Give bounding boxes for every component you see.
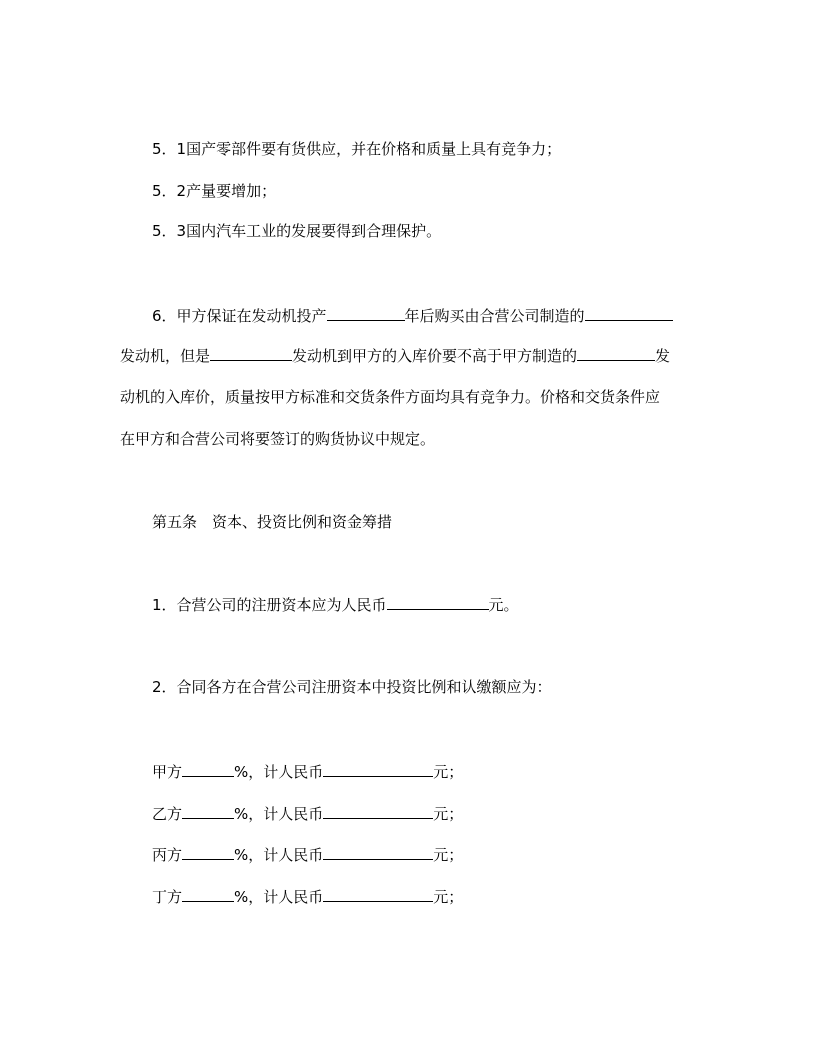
clause-6-line-4: 在甲方和合营公司将要签订的购货协议中规定。: [120, 430, 436, 448]
blank-registered-capital[interactable]: [387, 594, 489, 610]
party-name: 乙方: [152, 805, 183, 823]
blank-engine-type-3[interactable]: [577, 345, 655, 361]
clause-1-text: 1．合营公司的注册资本应为人民币: [152, 596, 387, 614]
clause-6-text: 发动机到甲方的入库价要不高于甲方制造的: [292, 347, 578, 365]
party-unit: 元；: [433, 805, 464, 823]
party-row-c: [152, 844, 463, 865]
blank-years[interactable]: [327, 305, 405, 321]
blank-engine-type-2[interactable]: [210, 345, 292, 361]
party-name: 丁方: [152, 888, 183, 906]
party-pct-label: %，计人民币: [234, 888, 324, 906]
clause-6-line-3: 动机的入库价，质量按甲方标准和交货条件方面均具有竞争力。价格和交货条件应: [120, 388, 661, 406]
party-name: 甲方: [152, 763, 183, 781]
blank-party-d-amount[interactable]: [323, 886, 433, 902]
clause-6-line-2: [120, 345, 670, 366]
blank-engine-type[interactable]: [585, 305, 673, 321]
clause-2: 2．合同各方在合营公司注册资本中投资比例和认缴额应为：: [152, 678, 552, 696]
clause-5-3: 5．3国内汽车工业的发展要得到合理保护。: [152, 222, 442, 240]
blank-party-a-pct[interactable]: [182, 761, 234, 777]
clause-5-1: 5．1国产零部件要有货供应，并在价格和质量上具有竞争力；: [152, 140, 562, 158]
party-pct-label: %，计人民币: [234, 763, 324, 781]
article-5-title: 第五条 资本、投资比例和资金筹措: [152, 513, 393, 531]
party-name: 丙方: [152, 846, 183, 864]
clause-1-unit: 元。: [488, 596, 519, 614]
clause-6-text: 6．甲方保证在发动机投产: [152, 307, 327, 325]
party-unit: 元；: [433, 888, 464, 906]
party-unit: 元；: [433, 763, 464, 781]
party-row-d: [152, 886, 463, 907]
blank-party-c-amount[interactable]: [323, 844, 433, 860]
party-pct-label: %，计人民币: [234, 846, 324, 864]
clause-5-2: 5．2产量要增加；: [152, 182, 277, 200]
blank-party-a-amount[interactable]: [323, 761, 433, 777]
blank-party-b-pct[interactable]: [182, 803, 234, 819]
clause-6-line-1: [152, 305, 673, 326]
party-unit: 元；: [433, 846, 464, 864]
clause-6-text: 发: [655, 347, 671, 365]
clause-6-text: 年后购买由合营公司制造的: [404, 307, 585, 325]
blank-party-c-pct[interactable]: [182, 844, 234, 860]
party-row-a: [152, 761, 463, 782]
party-pct-label: %，计人民币: [234, 805, 324, 823]
blank-party-d-pct[interactable]: [182, 886, 234, 902]
clause-1: [152, 594, 519, 615]
blank-party-b-amount[interactable]: [323, 803, 433, 819]
party-row-b: [152, 803, 463, 824]
clause-6-text: 发动机，但是: [120, 347, 211, 365]
